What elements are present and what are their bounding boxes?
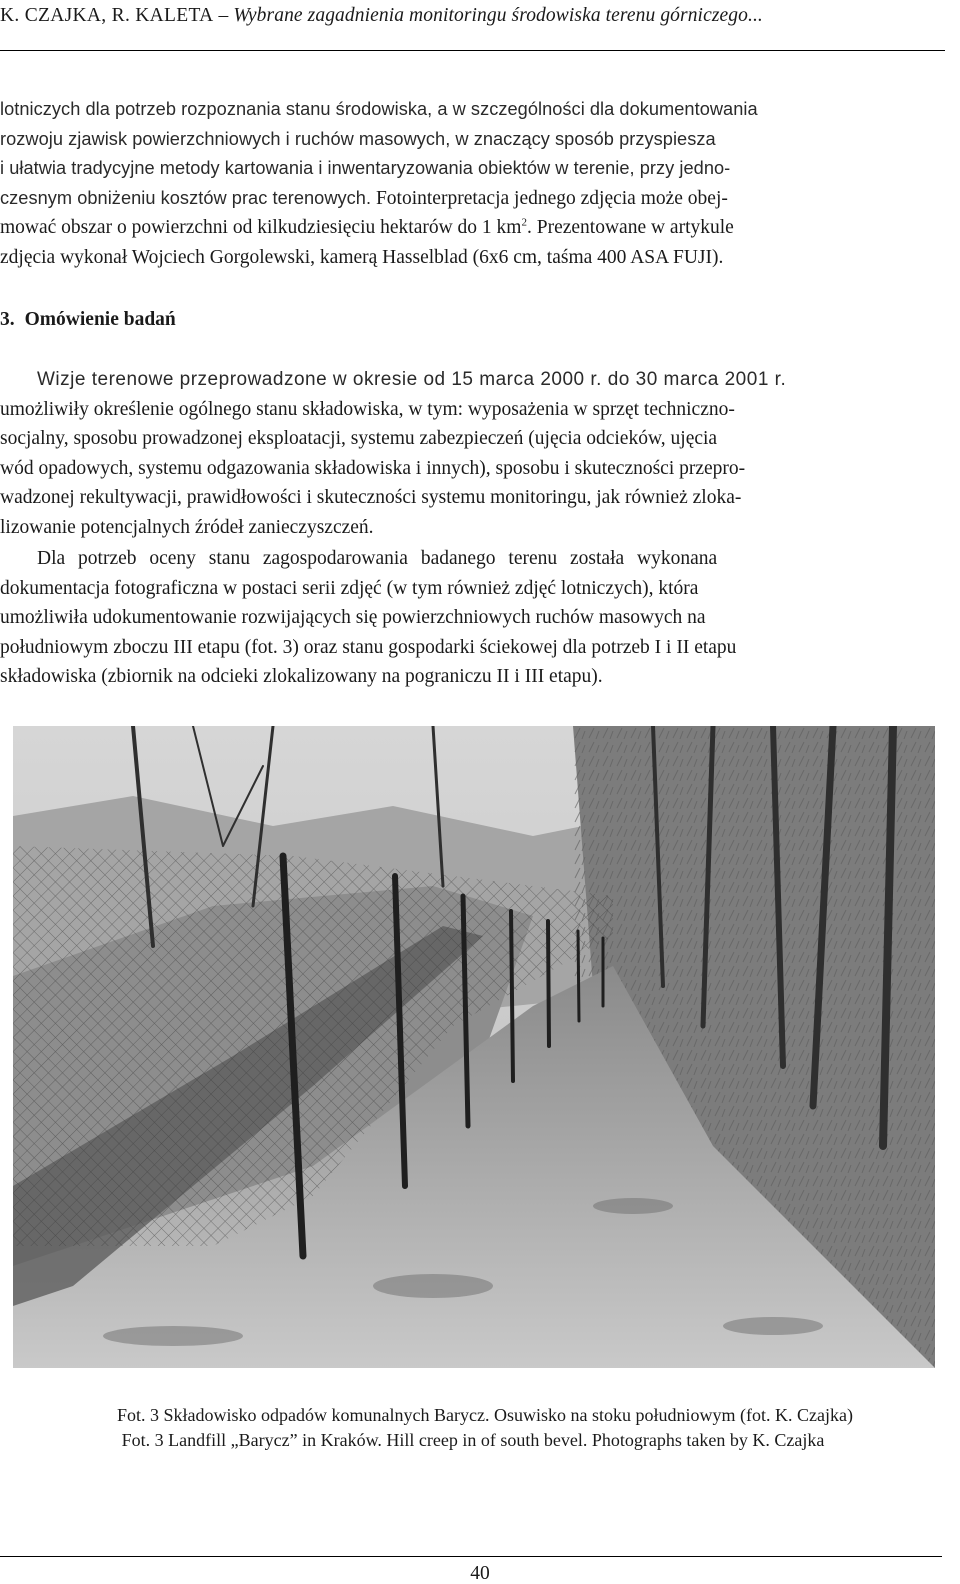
figure-photo xyxy=(13,726,935,1368)
intro-line-5 xyxy=(0,213,945,243)
para1-first-line: Wizje terenowe przeprowadzone w okresie od 15 marca 2000 r. do 30 marca 2001 r. xyxy=(37,369,787,390)
section-number: 3. xyxy=(0,309,15,330)
para2-line-5: składowiska (zbiornik na odcieki zlokalizowany na pograniczu II i III etapu). xyxy=(0,666,603,688)
para1-line-5: wadzonej rekultywacji, prawidłowości i skuteczności systemu monitoringu, jak również zloka- xyxy=(0,487,742,509)
para2-line-2: dokumentacja fotograficzna w postaci serii zdjęć (w tym również zdjęć lotniczych), która xyxy=(0,577,699,599)
intro-paragraph xyxy=(0,95,945,273)
intro-line-6: zdjęcia wykonał Wojciech Gorgolewski, kamerą Hasselblad (6x6 cm, taśma 400 ASA FUJI). xyxy=(0,246,724,268)
intro-line-3: i ułatwia tradycyjne metody kartowania i inwentaryzowania obiektów w terenie, przy jedno- xyxy=(0,158,731,179)
header-separator: – xyxy=(218,5,229,26)
para1-line-3: socjalny, sposobu prowadzonej eksploatacji, systemu zabezpieczeń (ujęcia odcieków, ujęcia xyxy=(0,428,718,450)
header-authors: K. CZAJKA, R. KALETA xyxy=(0,5,214,26)
paragraph-1 xyxy=(0,365,945,543)
intro-line-5-sup: 2 xyxy=(521,216,527,229)
landslide-photo-illustration xyxy=(13,726,935,1368)
para2-line-1: Dla potrzeb oceny stanu zagospodarowania badanego terenu została wykonana xyxy=(37,548,718,569)
intro-line-1: lotniczych dla potrzeb rozpoznania stanu środowiska, a w szczególności dla dokumentowania xyxy=(0,99,758,119)
header-title: Wybrane zagadnienia monitoringu środowiska terenu górniczego... xyxy=(233,5,763,26)
para1-line-4: wód opadowych, systemu odgazowania składowiska i innych), sposobu i skuteczności przepro- xyxy=(0,457,746,479)
intro-line-5-post: . Prezentowane w artykule xyxy=(526,217,734,239)
intro-line-4 xyxy=(0,184,945,214)
running-header xyxy=(0,2,960,34)
figure-caption-polish: Fot. 3 Składowisko odpadów komunalnych Barycz. Osuwisko na stoku południowym (fot. K. Czajka) xyxy=(117,1405,853,1425)
intro-line-4-start: czesnym obniżeniu kosztów prac terenowych. xyxy=(0,187,372,208)
para1-line-6: lizowanie potencjalnych źródeł zanieczyszczeń. xyxy=(0,516,374,538)
page-number: 40 xyxy=(470,1563,490,1584)
para1-line-2: umożliwiły określenie ogólnego stanu składowiska, w tym: wyposażenia w sprzęt techniczno- xyxy=(0,398,735,420)
header-rule xyxy=(0,50,945,51)
footer-rule xyxy=(0,1556,942,1557)
para2-line-3: umożliwiła udokumentowanie rozwijających się powierzchniowych ruchów masowych na xyxy=(0,607,706,629)
intro-line-4-rest: Fotointerpretacja jednego zdjęcia może obej- xyxy=(375,187,728,209)
section-title: Omówienie badań xyxy=(24,309,176,330)
figure-caption-english: Fot. 3 Landfill „Barycz” in Kraków. Hill creep in of south bevel. Photographs taken by K. Czajka xyxy=(121,1430,825,1450)
intro-line-2: rozwoju zjawisk powierzchniowych i ruchów masowych, w znaczący sposób przyspiesza xyxy=(0,128,716,149)
para2-line-4: południowym zboczu III etapu (fot. 3) oraz stanu gospodarki ściekowej dla potrzeb I i II etapu xyxy=(0,636,737,658)
paragraph-2 xyxy=(0,544,945,692)
intro-line-5-pre: mować obszar o powierzchni od kilkudziesięciu hektarów do 1 km xyxy=(0,217,522,239)
section-heading xyxy=(0,306,176,334)
